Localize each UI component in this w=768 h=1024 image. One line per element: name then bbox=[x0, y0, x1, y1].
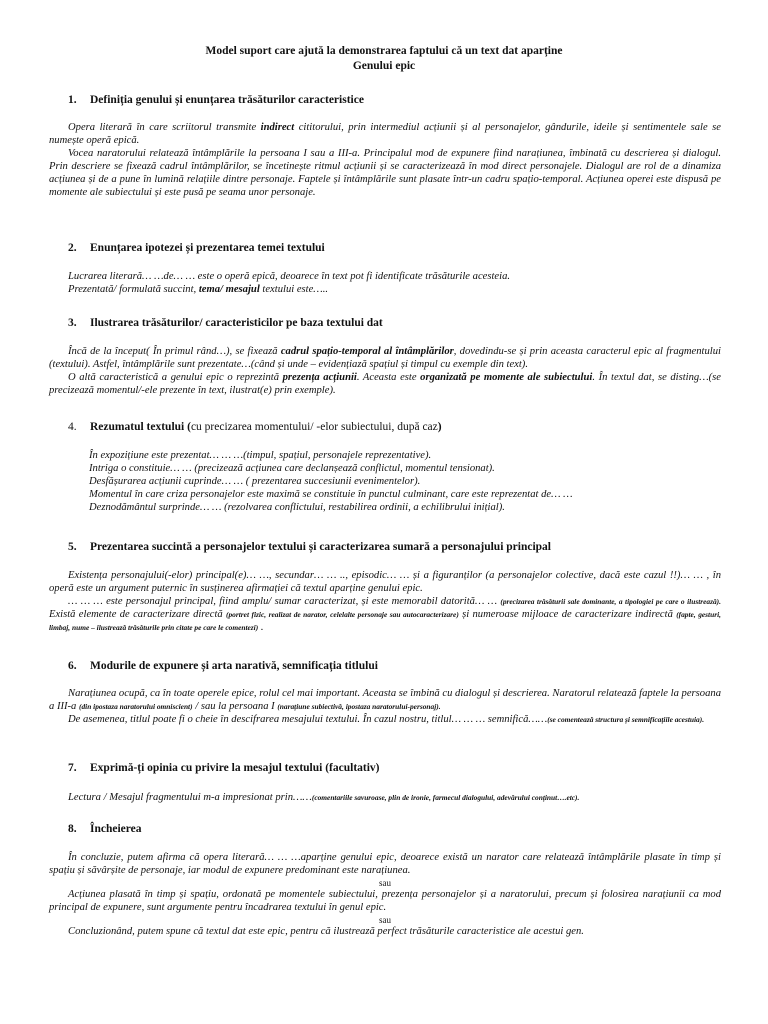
paragraph bbox=[49, 714, 721, 727]
section-2-body bbox=[49, 271, 721, 297]
section-2-heading bbox=[68, 241, 718, 256]
paragraph bbox=[49, 792, 721, 805]
paragraph: În concluzie, putem afirma că opera literară… … …aparține genului epic, deoarece există un narator care relatează întâmplările plasate în timp și spațiu și săvârșite de personaje, iar modul de expunere predominant este narațiunea. bbox=[49, 852, 721, 876]
emphasis: prezența acțiunii bbox=[282, 371, 357, 383]
text: … … … este personajul principal, fiind amplu/ sumar caracterizat, și este memorabil datorită… … bbox=[68, 595, 501, 607]
note: (precizarea trăsăturii sale dominante, a tipologiei pe care o ilustrează). bbox=[500, 596, 721, 606]
list-item: Intriga o constituie… … (precizează acțiunea care declanșează conflictul, momentul tensionat). bbox=[89, 462, 495, 474]
list-item: Momentul în care criza personajelor este maximă se constituie în punctul culminant, care este reprezentat de… … bbox=[89, 488, 573, 500]
text: Narațiunea ocupă, ca în toate operele epice, rolul cel mai important. Aceasta se îmbină cu dialogul și descrierea. Naratorul relatează faptele la persoana a III-a bbox=[49, 688, 721, 712]
section-5-heading bbox=[68, 540, 718, 555]
section-number: 1. bbox=[68, 94, 77, 106]
section-7-body bbox=[49, 792, 721, 805]
section-title: Enunțarea ipotezei și prezentarea temei textului bbox=[90, 242, 325, 254]
section-title: Modurile de expunere și arta narativă, semnificația titlului bbox=[90, 660, 378, 672]
section-4-heading bbox=[68, 420, 718, 435]
text: Prezentată/ formulată succint, bbox=[68, 283, 199, 295]
note: (portret fizic, realizat de narator, celelalte personaje sau autocaracterizare) bbox=[226, 609, 459, 619]
note: (comentariile savuroase, plin de ironie, farmecul dialogului, adevărului conținut….etc). bbox=[311, 793, 580, 802]
emphasis: indirect bbox=[260, 122, 295, 133]
paragraph bbox=[49, 284, 721, 297]
paragraph: Lucrarea literară… …de… … este o operă epică, deoarece în text pot fi identificate trăsăturile acesteia. bbox=[68, 271, 511, 282]
paragraph bbox=[49, 346, 721, 372]
section-1-body bbox=[49, 122, 721, 199]
text: O altă caracteristică a genului epic o reprezintă bbox=[68, 371, 283, 383]
section-title: Prezentarea succintă a personajelor textului și caracterizarea sumară a personajului principal bbox=[90, 541, 551, 553]
text: . În textul dat, se disting…(se precizează momentul/-ele prezente în text, ilustrat(e) prin exemple). bbox=[49, 371, 721, 396]
title-line-2: Genului epic bbox=[352, 60, 416, 72]
text: / sau la persoana I bbox=[192, 700, 278, 712]
note: (se comentează structura și semnificațiile acestuia). bbox=[547, 714, 705, 724]
text: . Aceasta este bbox=[356, 371, 421, 383]
emphasis: tema/ mesajul bbox=[198, 283, 260, 295]
paragraph bbox=[49, 596, 721, 635]
text: De asemenea, titlul poate fi o cheie în descifrarea mesajului textului. În cazul nostru, titlul… … … semnifică…… bbox=[68, 713, 548, 725]
text: textului este….. bbox=[259, 283, 329, 295]
section-number: 5. bbox=[68, 541, 77, 553]
section-8-body bbox=[49, 852, 721, 939]
list-item: Desfășurarea acțiunii cuprinde… … ( prezentarea succesiunii evenimentelor). bbox=[89, 475, 421, 487]
note: (fapte, gesturi, limbaj, nume – ilustrează trăsăturile prin citate pe care le comentezi) bbox=[49, 609, 721, 632]
paragraph bbox=[49, 122, 721, 148]
section-title: Încheierea bbox=[90, 823, 142, 835]
section-3-body bbox=[49, 346, 721, 398]
paragraph bbox=[49, 372, 721, 398]
text: . bbox=[258, 621, 264, 633]
section-title: Definiția genului și enunțarea trăsăturilor caracteristice bbox=[90, 94, 364, 106]
section-number: 3. bbox=[68, 317, 77, 329]
section-title: Exprimă-ți opinia cu privire la mesajul textului (facultativ) bbox=[90, 762, 380, 774]
list-item: În expozițiune este prezentat… … …(timpul, spațiul, personajele reprezentative). bbox=[89, 450, 432, 461]
section-number: 2. bbox=[68, 242, 77, 254]
text: , dovedindu-se și prin aceasta caracterul epic al fragmentului (textului). Astfel, întâmplările sunt prezentate…(când și unde – evidențiază spațiul și timpul cu exemple din text). bbox=[49, 346, 721, 370]
section-number: 8. bbox=[68, 823, 77, 835]
section-title-end: ) bbox=[437, 421, 442, 433]
paragraph: Acțiunea plasată în timp și spațiu, ordonată pe momentele subiectului, prezența personajelor și a naratorului, precum și folosirea narațiunii ca mod principal de expunere, sunt argumente pentru încadrarea textului în genul epic. bbox=[49, 888, 721, 913]
text: și numeroase mijloace de caracterizare indirectă bbox=[458, 608, 677, 620]
separator-sau: sau bbox=[379, 914, 391, 925]
section-number: 4. bbox=[68, 421, 77, 433]
section-6-body bbox=[49, 688, 721, 727]
list-item: Deznodământul surprinde… … (rezolvarea conflictului, restabilirea ordinii, a echilibrului inițial). bbox=[89, 501, 505, 513]
section-3-heading bbox=[68, 316, 718, 331]
section-6-heading bbox=[68, 659, 718, 674]
section-title-note: cu precizarea momentului/ -elor subiectului, după caz bbox=[190, 421, 438, 433]
text: Lectura / Mesajul fragmentului m-a impresionat prin…… bbox=[68, 792, 312, 803]
emphasis: cadrul spațio-temporal al întâmplărilor bbox=[280, 346, 454, 357]
paragraph bbox=[49, 688, 721, 714]
section-number: 6. bbox=[68, 660, 77, 672]
title-line-1: Model suport care ajută la demonstrarea faptului că un text dat aparține bbox=[205, 45, 563, 57]
section-5-body bbox=[49, 570, 721, 635]
section-1-heading bbox=[68, 93, 718, 108]
text: Există elemente de caracterizare directă bbox=[49, 608, 226, 620]
text: Opera literară în care scriitorul transmite bbox=[68, 122, 261, 133]
paragraph: Existența personajului(-elor) principal(e)… …, secundar… … .., episodic… … și a figuranților (a personajelor colective, dacă este cazul !!)… … , în operă este un argument puternic în susținerea afirmației că textul aparține genului epic. bbox=[49, 570, 721, 594]
emphasis: organizată pe momente ale subiectului bbox=[420, 371, 593, 383]
text: cititorului, prin intermediul acțiunii și al personajelor, gândurile, ideile și sentimentele sale se numește operă epică. bbox=[49, 122, 721, 146]
note: (din ipostaza naratorului omniscient) bbox=[79, 701, 193, 711]
section-title: Ilustrarea trăsăturilor/ caracteristicilor pe baza textului dat bbox=[90, 317, 383, 329]
section-8-heading bbox=[68, 822, 718, 837]
section-title: Rezumatul textului ( bbox=[90, 421, 191, 433]
note: (narațiune subiectivă, ipostaza naratorului-personaj). bbox=[277, 701, 441, 711]
paragraph: Concluzionând, putem spune că textul dat este epic, pentru că ilustrează perfect trăsăturile caracteristice ale acestui gen. bbox=[68, 925, 584, 937]
section-number: 7. bbox=[68, 762, 77, 774]
paragraph: Vocea naratorului relatează întâmplările la persoana I sau a III-a. Principalul mod de expunere fiind narațiunea, îmbinată cu descrierea și dialogul. Prin descriere se fixează cadrul întâmplărilor, se încetinește ritmul acțiunii și se caracterizează în mod direct personajele. Dialogul are rol de a dinamiza acțiunea și de a pune în lumină relațiile dintre personaje. Faptele și întâmplările sunt plasate într-un cadru spațio-temporal. Acțiunea operei este dispusă pe momente ale subiectului și este pusă pe seama unor personaje. bbox=[49, 147, 721, 198]
section-4-body bbox=[49, 450, 721, 515]
document-title bbox=[0, 44, 768, 74]
section-7-heading bbox=[68, 761, 718, 776]
text: Încă de la început( În primul rând…), se fixează bbox=[68, 346, 281, 357]
separator-sau: sau bbox=[379, 877, 391, 888]
